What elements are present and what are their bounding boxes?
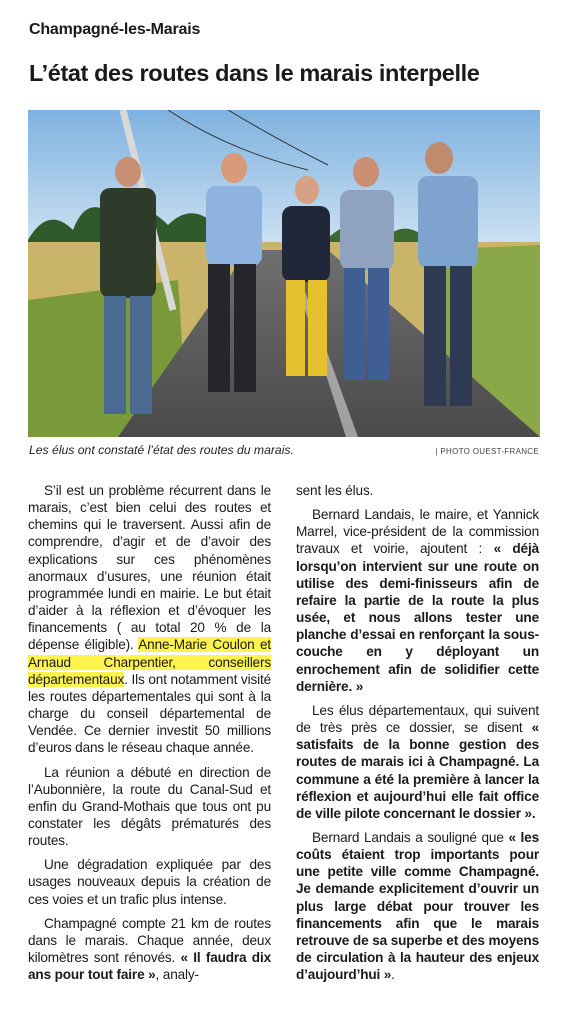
paragraph	[296, 702, 539, 822]
article-column-right	[296, 482, 539, 983]
paragraph: sent les élus.	[296, 483, 374, 498]
paragraph-text: Les élus départementaux, qui suivent de très près ce dossier, se disent	[296, 702, 539, 736]
paragraph	[28, 915, 271, 984]
quote-text: « les coûts étaient trop importants pour une petite ville comme Champagné. Je demande explicitement d’ouvrir un plus large débat pour trouver les financements afin que le marais retrouve de sa superbe et des moyens de circulation à la hauteur des enjeux d’aujourd’hui »	[296, 829, 540, 983]
quote-text: « satisfaits de la bonne gestion des routes de marais ici à Champagné. La commune a été la première à lancer la réflexion et aujourd’hui elle fait office de ville pilote concernant le dossier ».	[296, 720, 539, 821]
paragraph-text: Bernard Landais a souligné que	[312, 829, 509, 845]
article-kicker: Champagné-les-Marais	[29, 21, 201, 38]
paragraph-text: , analy-	[155, 967, 199, 983]
paragraph	[28, 482, 271, 757]
paragraph-text: S’il est un problème récurrent dans le marais, c’est bien celui des routes et chemins qui le traversent. Aussi afin de comprendre, d’agir et de d’avoir des explications sur ces phénomènes anormaux d’usures, une réunion était programmée lundi en mairie. Le but était d’aider à la réflexion et d’évoquer les financements ( au total 20 % de la dépense éligible).	[28, 483, 271, 653]
highlighted-text: Anne-Marie Coulon et Arnaud Charpentier, conseillers départementaux	[28, 637, 271, 687]
photo-credit: | PHOTO OUEST-FRANCE	[435, 447, 539, 456]
quote-text: « Il faudra dix ans pour tout faire »	[28, 950, 271, 983]
paragraph	[296, 506, 539, 695]
photo-caption: Les élus ont constaté l’état des routes du marais.	[29, 443, 294, 457]
paragraph: La réunion a débuté en direction de l’Aubonnière, la route du Canal-Sud et enfin du Grand-Mothais que tous ont pu constater les dégâts prématurés des routes.	[28, 764, 271, 849]
paragraph-text: . Ils ont notamment visité les routes départementales qui sont à la charge du conseil départemental de Vendée. Ce dernier investit 50 millions d’euros dans le réseau chaque année.	[28, 671, 271, 756]
paragraph-text: Champagné compte 21 km de routes dans le marais. Chaque année, deux kilomètres sont rénovés.	[28, 915, 271, 966]
article-photo	[28, 110, 540, 437]
article-headline: L’état des routes dans le marais interpelle	[29, 60, 480, 86]
paragraph-text: .	[391, 967, 395, 983]
paragraph-text: Bernard Landais, le maire, et Yannick Marrel, vice-président de la commission travaux et voirie, ajoutent :	[296, 507, 539, 557]
paragraph	[296, 829, 539, 983]
article-column-left	[28, 482, 271, 983]
paragraph: Une dégradation expliquée par des usages nouveaux depuis la création de ces voies et un trafic plus intense.	[28, 857, 271, 907]
quote-text: « déjà lorsqu’on intervient sur une route on utilise des demi-finisseurs afin de refaire la partie de la route la plus usée, et nous allons tester une planche d’essai en renforçant la sous-couche en y déployant un enrochement afin de solidifier cette dernière. »	[296, 541, 540, 694]
